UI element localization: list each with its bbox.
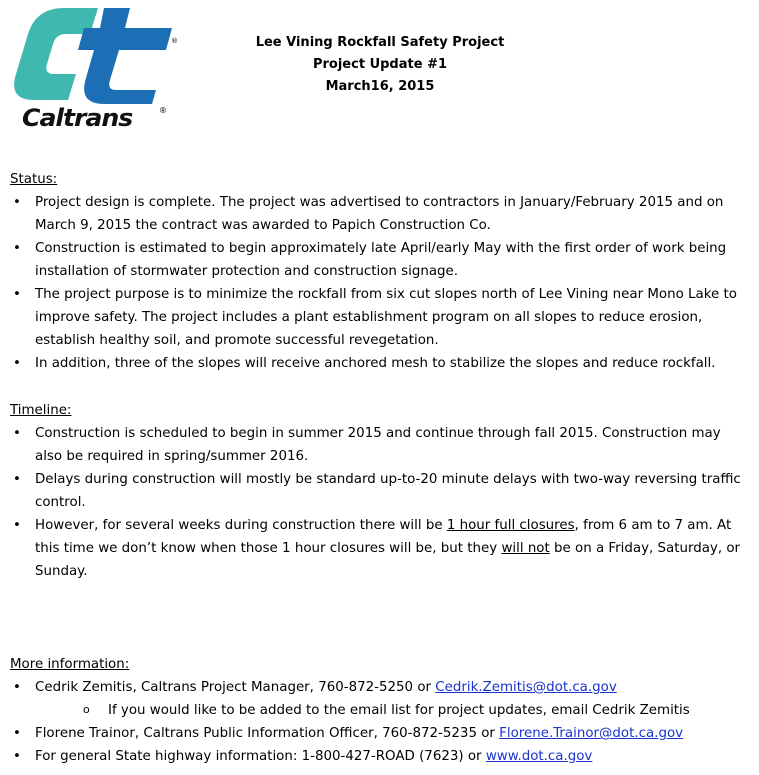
caltrans-website-link[interactable]: www.dot.ca.gov [485, 749, 593, 764]
closure-exclusion: will not [501, 541, 550, 556]
ct-logo-icon [6, 6, 178, 106]
general-text: For general State highway information: 1-800-427-ROAD (7623) or [35, 749, 486, 764]
document-header [210, 32, 550, 98]
email-list-note: o If you would like to be added to the email list for project updates, email Cedrik Zemitis [35, 699, 750, 722]
list-item: • The project purpose is to minimize the rockfall from six cut slopes north of Lee Vining near Mono Lake to improve safety. The project includes a plant establishment program on all slopes to reduce erosion, establish healthy soil, and promote successful revegetation. [10, 283, 750, 352]
closure-text: , from 6 am to 7 am. At this time we don’t know when those 1 hour closures will be, but they [35, 518, 732, 556]
list-item: • In addition, three of the slopes will receive anchored mesh to stabilize the slopes and reduce rockfall. [10, 352, 750, 375]
update-number: Project Update #1 [312, 57, 448, 72]
more-info-section [10, 653, 750, 768]
status-section [10, 168, 750, 375]
status-heading: Status: [10, 172, 58, 187]
list-item: • Project design is complete. The project was advertised to contractors in January/February 2015 and on March 9, 2015 the contract was awarded to Papich Construction Co. [10, 191, 750, 237]
list-item: • Construction is estimated to begin approximately late April/early May with the first order of work being installation of stormwater protection and construction signage. [10, 237, 750, 283]
list-item: • Delays during construction will mostly be standard up-to-20 minute delays with two-way reversing traffic control. [10, 468, 750, 514]
contact-text: Florene Trainor, Caltrans Public Information Officer, 760-872-5235 or [35, 726, 500, 741]
caltrans-wordmark: Caltrans [22, 104, 133, 132]
list-item: • Construction is scheduled to begin in summer 2015 and continue through fall 2015. Construction may also be required in spring/summer 2016. [10, 422, 750, 468]
update-date: March16, 2015 [325, 79, 435, 94]
contact-public-info-officer [10, 722, 750, 745]
closure-text: However, for several weeks during construction there will be [35, 518, 447, 533]
florene-email-link[interactable]: Florene.Trainor@dot.ca.gov [499, 726, 684, 741]
project-title: Lee Vining Rockfall Safety Project [255, 35, 505, 50]
closure-text: be on a Friday, Saturday, or Sunday. [35, 541, 741, 579]
closure-duration: 1 hour full closures [446, 518, 575, 533]
more-info-heading: More information: [10, 657, 130, 672]
list-item [10, 514, 750, 583]
cedrik-email-link[interactable]: Cedrik.Zemitis@dot.ca.gov [435, 680, 617, 695]
contact-text: Cedrik Zemitis, Caltrans Project Manager, 760-872-5250 or [35, 680, 436, 695]
general-info [10, 745, 750, 768]
contact-project-manager [10, 676, 750, 722]
registered-mark-icon: ® [171, 37, 178, 45]
timeline-heading: Timeline: [10, 403, 72, 418]
registered-mark-icon: ® [159, 106, 167, 115]
timeline-section [10, 399, 750, 583]
